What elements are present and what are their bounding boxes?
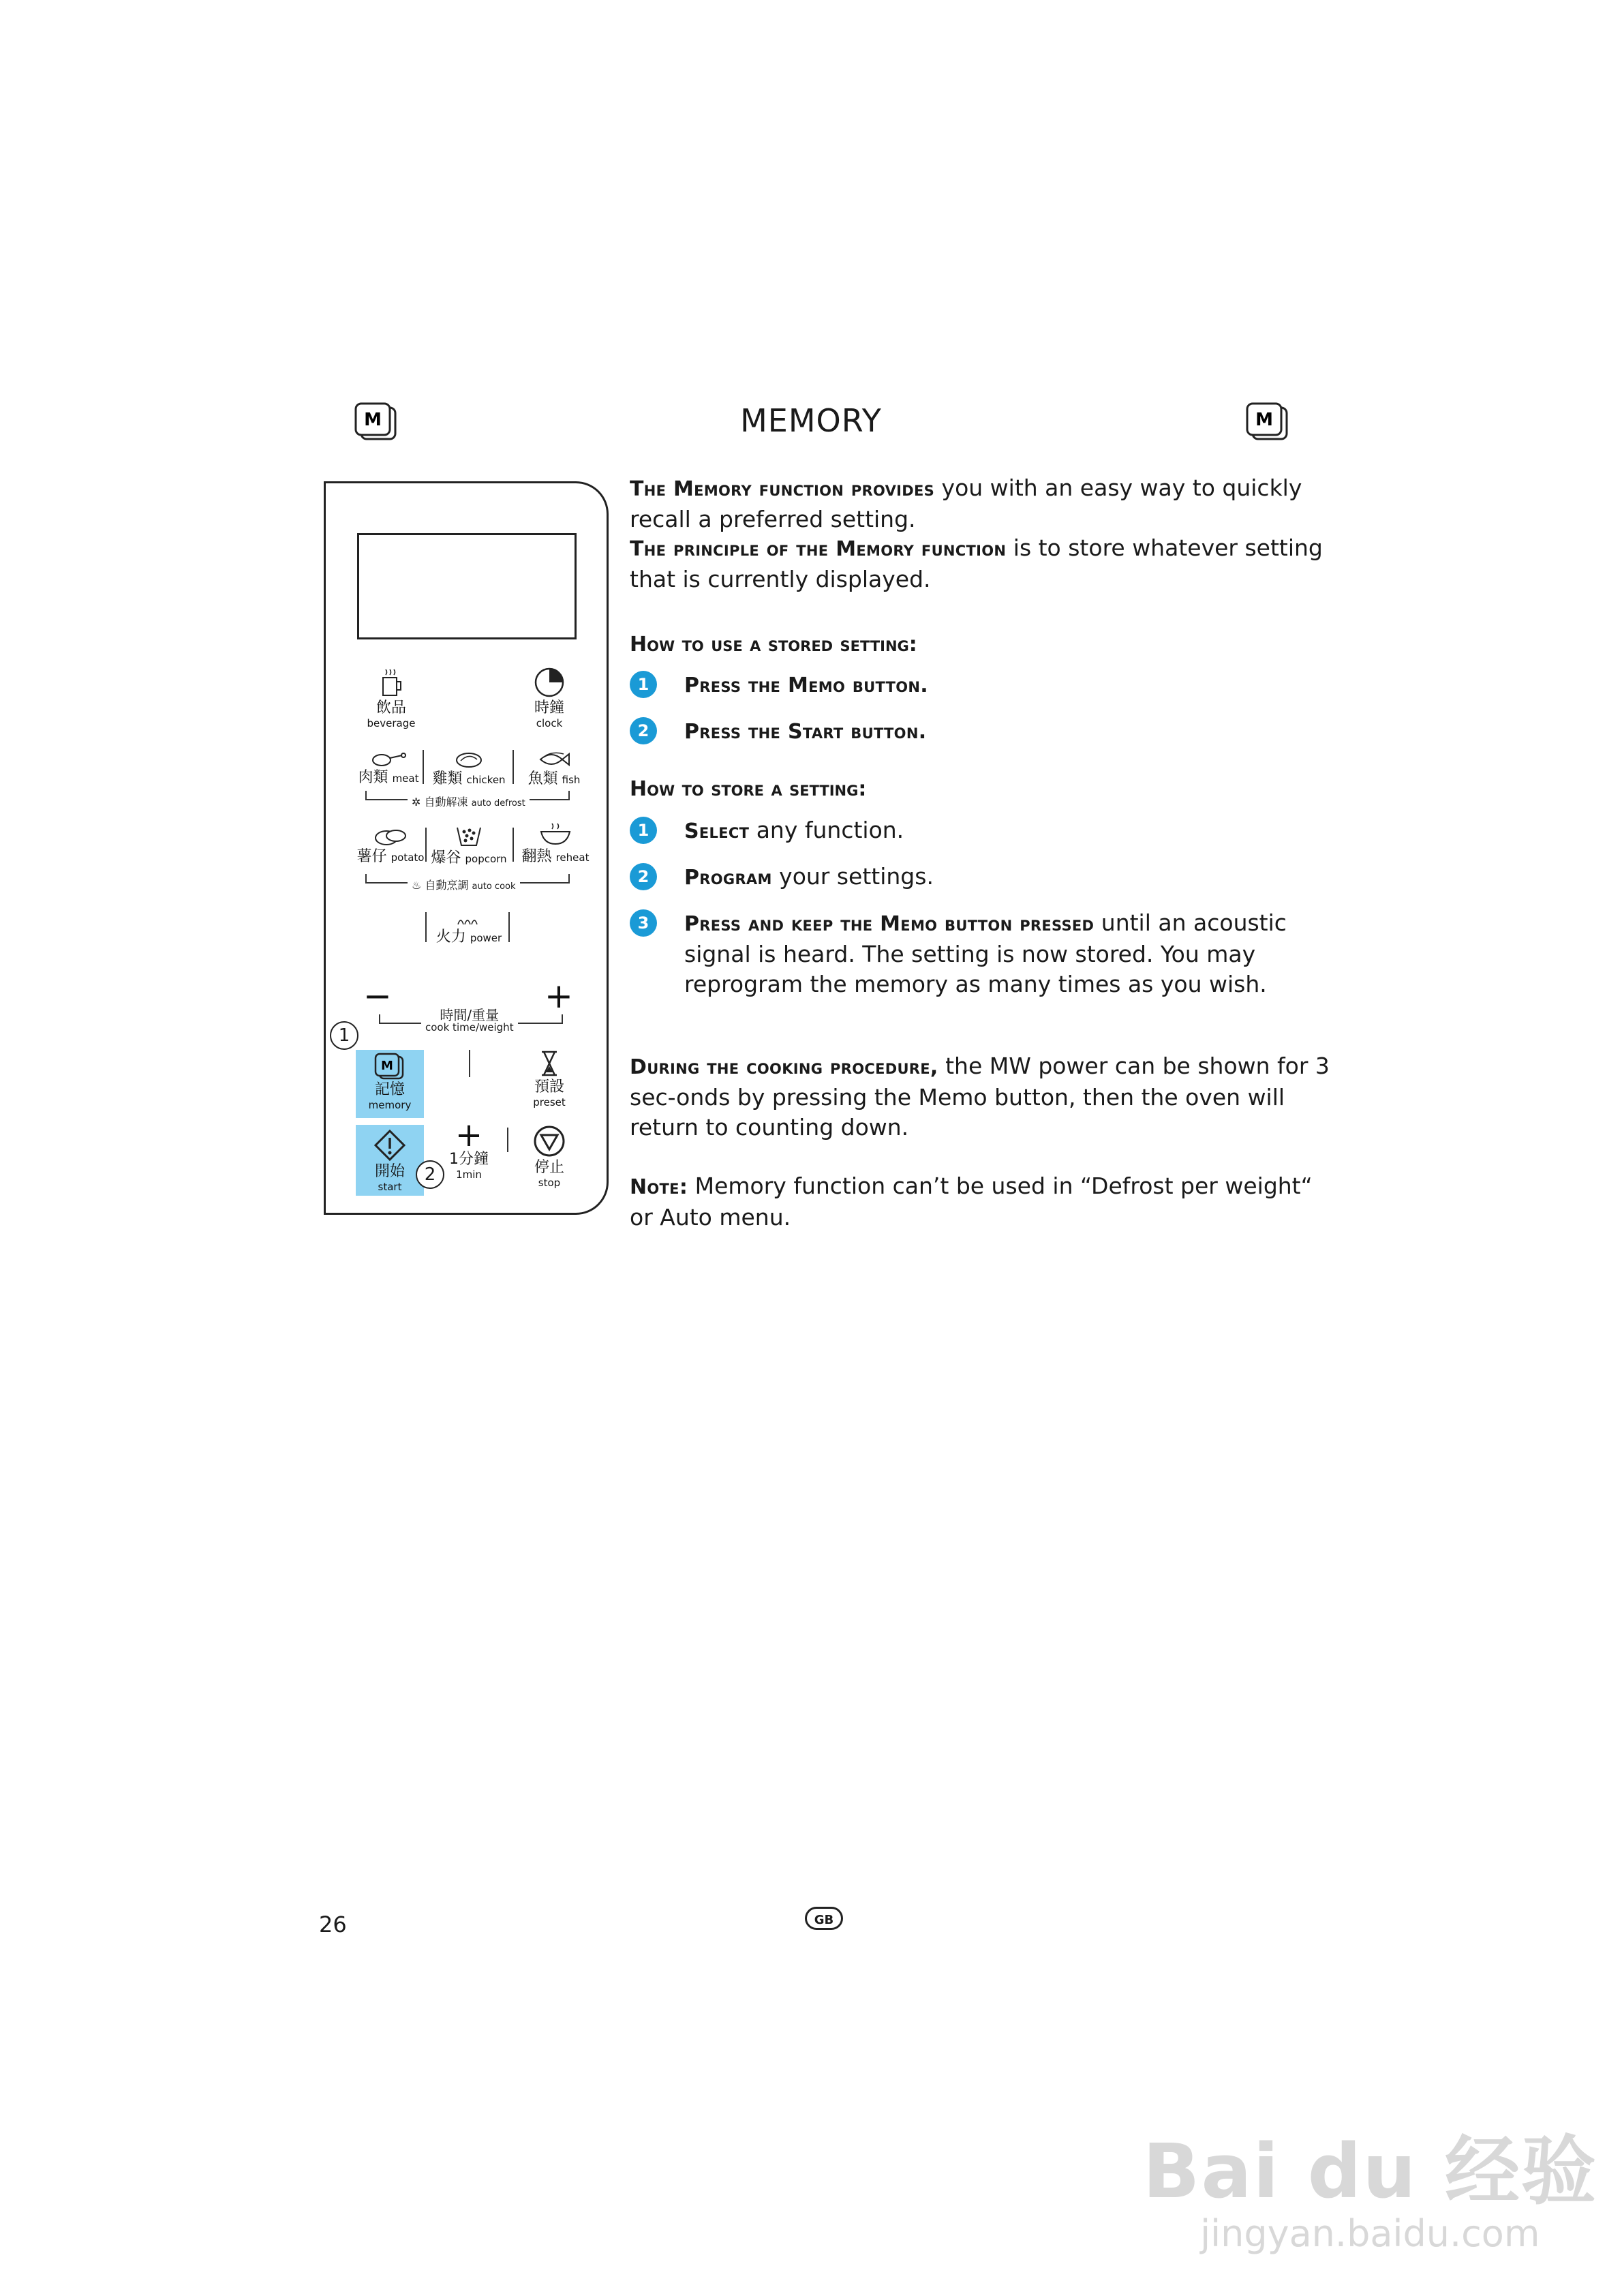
potato-button[interactable] [354,828,427,865]
potato-en-label: potato [391,851,425,864]
chicken-zh-label: 雞類 [432,770,463,787]
cook-time-zh: 時間/重量 [440,1007,500,1023]
intro-p2-lead: The principle of the Memory function [630,537,1007,561]
meat-icon [371,750,406,768]
watermark-brand: Bai du 经验 [1142,2128,1597,2215]
step-number-badge: 1 [630,817,657,844]
potato-zh-label: 薯仔 [356,848,387,865]
start-diamond-icon [373,1129,406,1162]
auto-cook-zh: 自動烹調 [425,879,469,892]
note-lead: Note: [630,1175,688,1199]
cook-time-en: cook time/weight [425,1021,514,1033]
chicken-en-label: chicken [466,774,506,786]
divider [469,1050,470,1077]
cook-time-label [421,1009,518,1033]
use-step-2-lead: Press the Start button. [684,720,927,744]
auto-cook-label [408,877,520,892]
step-number-badge: 1 [630,671,657,698]
memory-en-label: memory [368,1099,412,1111]
callout-1: 1 [330,1021,358,1050]
start-zh-label: 開始 [374,1163,405,1180]
reheat-en-label: reheat [555,851,590,864]
popcorn-zh-label: 爆谷 [431,849,461,866]
power-button[interactable] [431,913,507,946]
language-badge: GB [805,1907,843,1930]
watermark-url: jingyan.baidu.com [1200,2212,1540,2255]
store-heading: How to store a setting: [630,777,867,801]
fish-en-label: fish [562,774,581,786]
memory-icon-letter: M [381,1059,393,1073]
divider [508,912,510,942]
store-step-3-rest: until an acoustic signal is heard. The setting is now stored. You may reprogram the memory as many times as you wish. [684,909,1287,997]
store-step-2-lead: Program [684,866,772,890]
cup-icon [378,667,405,698]
reheat-bowl-icon [538,822,572,847]
step-number-badge: 3 [630,909,657,937]
note-rest: Memory function can’t be used in “Defrost per weight“ or Auto menu. [630,1173,1313,1230]
reheat-zh-label: 翻熱 [521,848,552,865]
start-en-label: start [378,1181,402,1193]
clock-zh-label: 時鐘 [534,699,564,716]
popcorn-icon [453,825,485,848]
minus-button[interactable]: − [363,976,392,1016]
chicken-button[interactable] [429,750,508,787]
divider [423,750,424,784]
divider [425,828,427,862]
intro-paragraph-1 [630,473,1342,534]
chicken-icon [454,750,484,769]
svg-text:M: M [364,410,382,430]
step-number-badge: 2 [630,863,657,890]
divider [507,1128,508,1152]
page-title: MEMORY [740,402,882,439]
beverage-zh-label: 飲品 [376,699,406,716]
clock-en-label: clock [536,717,563,729]
auto-defrost-zh: 自動解凍 [424,796,468,809]
popcorn-button[interactable] [431,825,507,866]
cooking-rest: the MW power can be shown for 3 sec-onds by pressing the Memo button, then the oven will return to counting down. [630,1053,1330,1141]
pan-icon: ♨ [412,879,422,892]
intro-p1-lead: The Memory function provides [630,477,935,501]
auto-defrost-en: auto defrost [471,798,525,809]
power-en-label: power [470,932,502,944]
divider [425,912,427,942]
one-minute-zh-label: 1分鐘 [449,1151,489,1168]
preset-en-label: preset [533,1096,566,1108]
clock-button[interactable] [518,667,581,731]
start-button[interactable] [356,1125,424,1196]
store-step-2-rest: your settings. [771,863,934,890]
power-zh-label: 火力 [435,928,466,946]
note-paragraph [630,1171,1342,1233]
hourglass-icon [539,1050,560,1077]
plus-icon: + [455,1116,483,1154]
auto-defrost-label [408,794,530,809]
panel-display [357,533,577,639]
meat-zh-label: 肉類 [358,769,388,786]
callout-2: 2 [416,1160,444,1189]
intro-p2-rest: is to store whatever setting that is currently displayed. [630,534,1323,592]
plus-button[interactable]: + [545,976,573,1016]
store-step-1-lead: Select [684,819,750,843]
snowflake-icon: ✲ [412,796,421,809]
baidu-watermark [1143,2111,1597,2255]
one-minute-button[interactable] [443,1118,495,1182]
microwave-waves-icon [454,913,484,927]
popcorn-en-label: popcorn [465,853,507,865]
memory-zh-label: 記憶 [374,1081,405,1098]
stop-icon [533,1125,566,1158]
store-step-1-rest: any function. [749,817,904,843]
beverage-en-label: beverage [367,717,416,729]
beverage-button[interactable] [360,667,423,731]
divider [512,828,514,862]
use-heading: How to use a stored setting: [630,633,917,656]
stop-en-label: stop [538,1177,561,1189]
cooking-paragraph [630,1051,1342,1143]
fish-button[interactable] [518,750,590,787]
stop-zh-label: 停止 [534,1159,564,1176]
meat-button[interactable] [354,750,423,786]
fish-zh-label: 魚類 [527,770,558,787]
divider [512,750,514,784]
one-minute-en-label: 1min [456,1168,482,1181]
step-number-badge: 2 [630,717,657,744]
intro-paragraph-2 [630,533,1342,594]
meat-en-label: meat [392,772,419,785]
auto-cook-en: auto cook [472,881,516,892]
clock-icon [534,667,565,698]
preset-zh-label: 預設 [534,1078,564,1096]
stop-button[interactable] [518,1125,581,1190]
intro-p1-rest: you with an easy way to quickly recall a preferred setting. [630,474,1302,532]
memory-button[interactable] [356,1050,424,1118]
memory-m-icon [374,1053,406,1080]
cooking-lead: During the cooking procedure, [630,1055,938,1079]
preset-button[interactable] [518,1050,581,1110]
fish-icon [536,750,572,769]
page-number: 26 [319,1912,347,1937]
potato-icon [373,828,408,847]
use-step-1-lead: Press the Memo button. [684,674,928,697]
memory-m-icon-right [1246,402,1289,442]
svg-text:M: M [1255,410,1273,430]
store-step-3-lead: Press and keep the Memo button pressed [684,912,1095,936]
reheat-button[interactable] [518,822,593,865]
